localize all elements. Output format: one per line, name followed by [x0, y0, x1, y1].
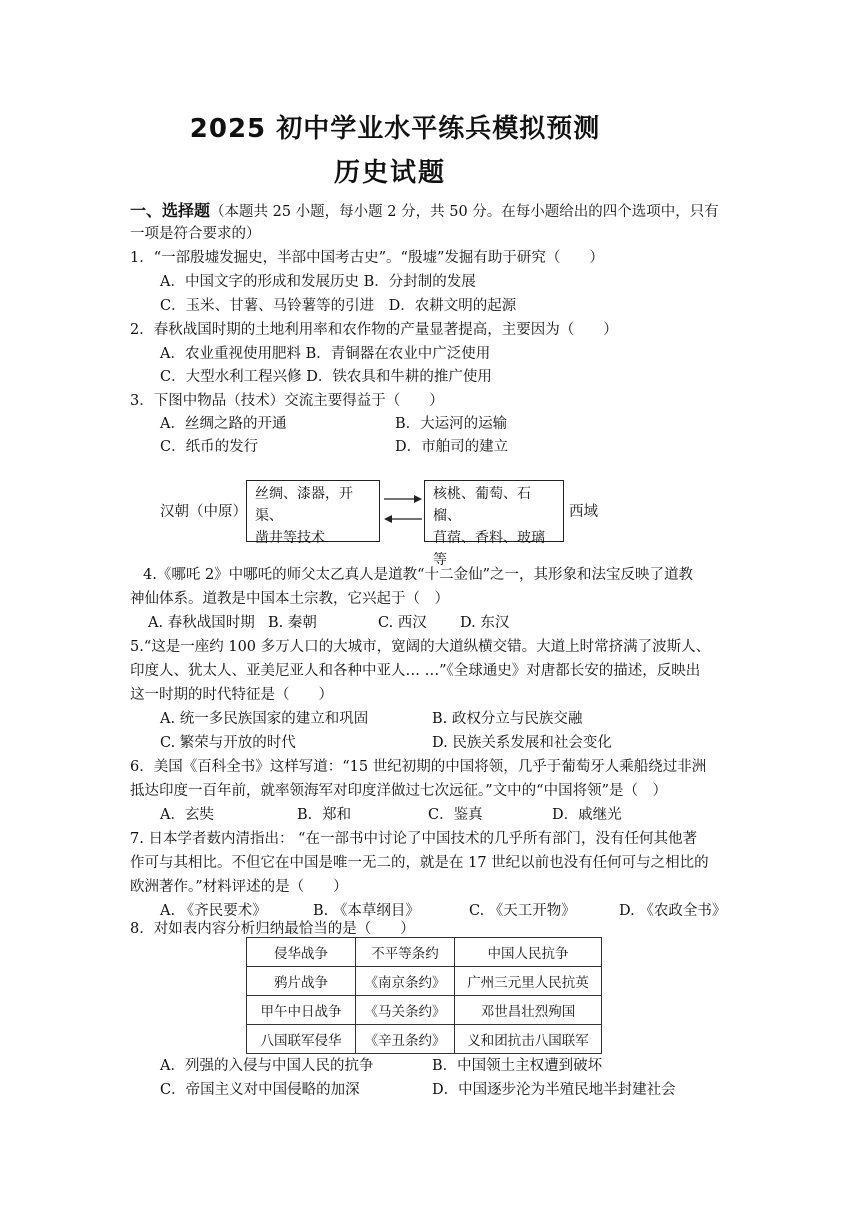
q5-stem-line3: 这一时期的时代特征是（ ） [130, 687, 333, 703]
table-row [247, 996, 602, 1025]
q4-option-c: C. 西汉 [378, 615, 427, 631]
q8-option-d: D．中国逐步沦为半殖民地半封建社会 [432, 1082, 676, 1098]
q6-option-b: B．郑和 [297, 807, 352, 823]
q6-stem-line2: 抵达印度一百年前，就率领海军对印度洋做过七次远征。”文中的“中国将领”是（ ） [130, 783, 667, 799]
diagram-box-west-line1: 核桃、葡萄、石榴、 [433, 486, 531, 524]
q5-option-a: A. 统一多民族国家的建立和巩固 [160, 711, 369, 727]
q1-options-row1: A．中国文字的形成和发展历史 B．分封制的发展 [160, 274, 476, 290]
section-description: （本题共 25 小题，每小题 2 分，共 50 分。在每小题给出的四个选项中，只有 [210, 204, 719, 220]
q4-option-d: D. 东汉 [460, 615, 510, 631]
q2-stem: 2．春秋战国时期的土地利用率和农作物的产量显著提高，主要因为（ ） [130, 322, 618, 338]
q8-option-a: A．列强的入侵与中国人民的抗争 [160, 1058, 374, 1074]
exam-title: 2025 初中学业水平练兵模拟预测 [189, 114, 601, 144]
diagram-label-han: 汉朝（中原） [160, 504, 247, 520]
q7-stem-line2: 作可与其相比。不但它在中国是唯一无二的，就是在 17 世纪以前也没有任何可与之相比的 [130, 855, 709, 871]
table-cell: 广州三元里人民抗英 [455, 967, 602, 996]
table-cell: 八国联军侵华 [247, 1025, 356, 1054]
table-header-row [247, 938, 602, 967]
q1-stem: 1．“一部殷墟发掘史，半部中国考古史”。“殷墟”发掘有助于研究（ ） [130, 250, 604, 266]
table-cell: 邓世昌壮烈殉国 [455, 996, 602, 1025]
table-cell: 《南京条约》 [356, 967, 455, 996]
q2-options-row2: C．大型水利工程兴修 D．铁农具和牛耕的推广使用 [160, 369, 492, 385]
table-cell: 《辛丑条约》 [356, 1025, 455, 1054]
q7-stem-line3: 欧洲著作。”材料评述的是（ ） [130, 879, 348, 895]
q5-option-b: B. 政权分立与民族交融 [432, 711, 583, 727]
q1-options-row2: C．玉米、甘薯、马铃薯等的引进 D．农耕文明的起源 [160, 298, 517, 314]
q4-option-b: B. 秦朝 [268, 615, 317, 631]
q5-option-d: D. 民族关系发展和社会变化 [432, 735, 612, 751]
section-description-cont: 一项是符合要求的） [130, 226, 261, 242]
q3-option-c: C．纸币的发行 [160, 439, 259, 455]
q6-option-c: C．鉴真 [428, 807, 483, 823]
q3-option-d: D．市舶司的建立 [395, 439, 509, 455]
table-cell: 义和团抗击八国联军 [455, 1025, 602, 1054]
diagram-box-han-line1: 丝绸、漆器，开渠、 [255, 486, 353, 524]
exam-subject-title: 历史试题 [333, 158, 446, 188]
table-header-cell: 不平等条约 [356, 938, 455, 967]
diagram-box-west-line2: 苜蓿、香料、玻璃等 [433, 530, 545, 568]
q5-option-c: C. 繁荣与开放的时代 [160, 735, 296, 751]
section-heading: 一、选择题 [130, 201, 211, 220]
q7-option-d: D. 《农政全书》 [619, 903, 727, 919]
table-cell: 甲午中日战争 [247, 996, 356, 1025]
table-row [247, 967, 602, 996]
q4-stem-line1: 4.《哪吒 2》中哪吒的师父太乙真人是道教“十二金仙”之一，其形象和法宝反映了道教 [143, 567, 693, 583]
table-header-cell: 中国人民抗争 [455, 938, 602, 967]
q6-stem-line1: 6．美国《百科全书》这样写道：“15 世纪初期的中国将领，几乎于葡萄牙人乘船绕过非洲 [130, 759, 707, 775]
q7-option-b: B. 《本草纲目》 [313, 903, 420, 919]
q7-stem-line1: 7. 日本学者薮内清指出： “在一部书中讨论了中国技术的几乎所有部门，没有任何其他著 [130, 831, 697, 847]
q3-option-b: B．大运河的运输 [395, 416, 508, 432]
q2-options-row1: A．农业重视使用肥料 B．青铜器在农业中广泛使用 [160, 346, 491, 362]
diagram-box-han-line2: 凿井等技术 [255, 530, 325, 546]
q7-option-c: C. 《天工开物》 [469, 903, 576, 919]
q8-stem: 8．对如表内容分析归纳最恰当的是（ ） [130, 921, 415, 937]
q3-option-a: A．丝绸之路的开通 [160, 416, 287, 432]
diagram-exchange-arrows [380, 480, 426, 542]
table-row [247, 1025, 602, 1054]
q4-option-a: A. 春秋战国时期 [148, 615, 255, 631]
q5-stem-line1: 5.“这是一座约 100 多万人口的大城市，宽阔的大道纵横交错。大道上时常挤满了波斯人、 [130, 639, 711, 655]
q4-stem-line2: 神仙体系。道教是中国本土宗教，它兴起于（ ） [130, 591, 449, 607]
table-cell: 鸦片战争 [247, 967, 356, 996]
table-cell: 《马关条约》 [356, 996, 455, 1025]
q6-option-d: D．戚继光 [552, 807, 622, 823]
table-header-cell: 侵华战争 [247, 938, 356, 967]
diagram-box-han-goods [246, 480, 380, 546]
q8-option-c: C．帝国主义对中国侵略的加深 [160, 1082, 360, 1098]
q8-option-b: B．中国领土主权遭到破坏 [432, 1058, 603, 1074]
q5-stem-line2: 印度人、犹太人、亚美尼亚人和各种中亚人… …”《全球通史》对唐都长安的描述，反映出 [130, 663, 701, 679]
q7-option-a: A. 《齐民要术》 [160, 903, 267, 919]
q3-stem: 3．下图中物品（技术）交流主要得益于（ ） [130, 393, 444, 409]
diagram-box-western-goods [424, 480, 564, 568]
q6-option-a: A．玄奘 [160, 807, 214, 823]
section-header [130, 198, 719, 221]
q8-table [246, 937, 602, 1054]
diagram-label-western-regions: 西域 [569, 504, 598, 520]
